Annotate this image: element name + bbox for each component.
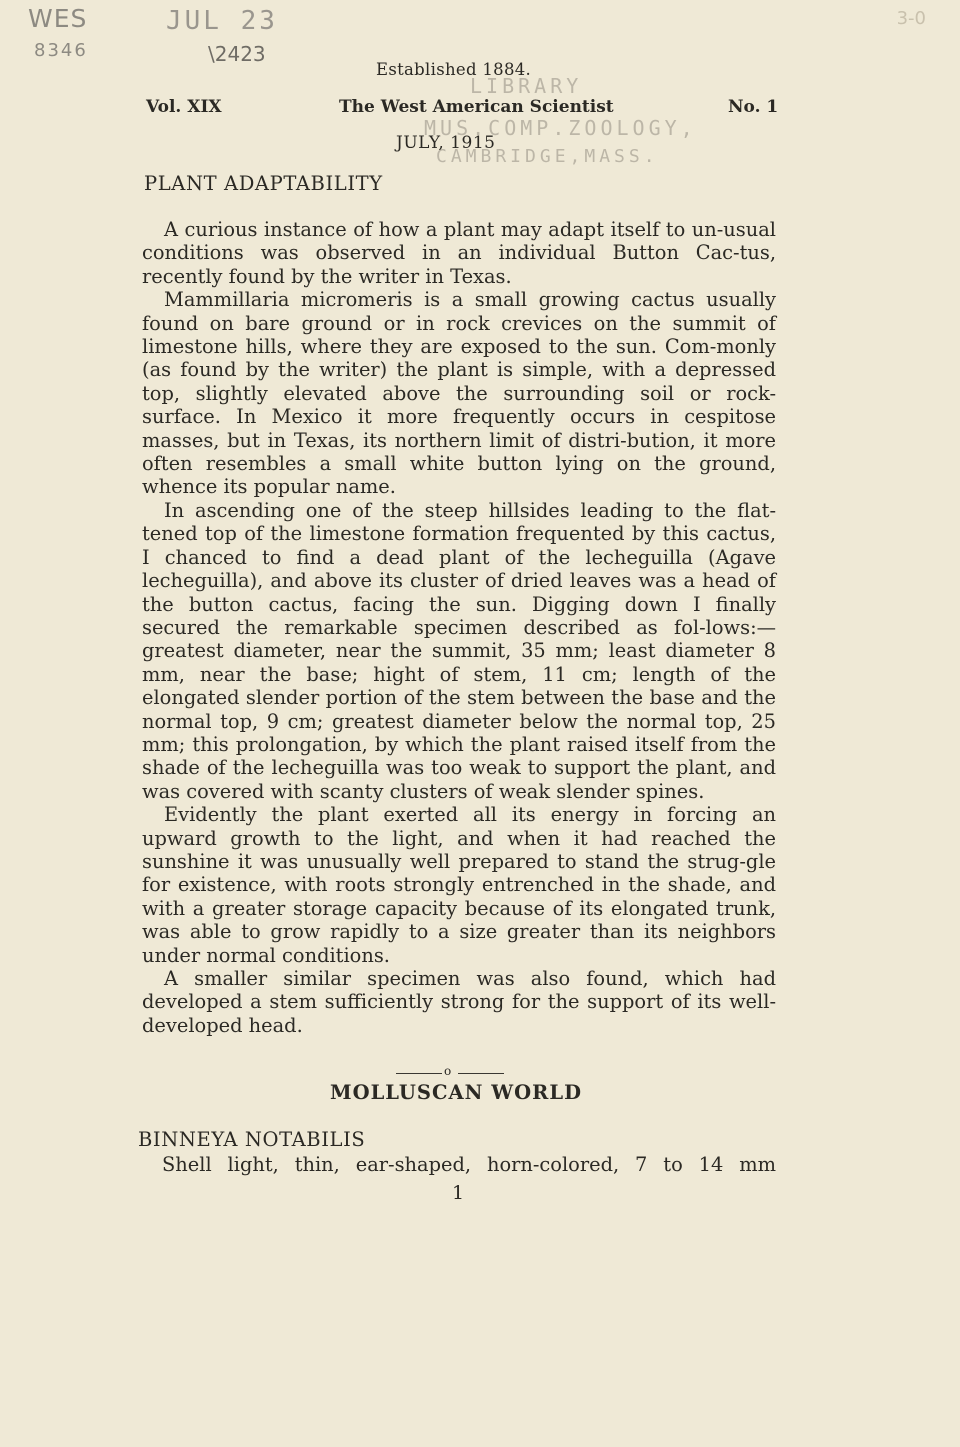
library-stamp-line-2: MUS.COMP.ZOOLOGY, bbox=[424, 116, 697, 140]
species-description: Shell light, thin, ear-shaped, horn-colored, 7 to 14 mm bbox=[162, 1153, 776, 1176]
article-paragraph: A smaller similar specimen was also found, which had developed a stem sufficiently strong for the support of its well-developed head. bbox=[142, 967, 776, 1037]
issue-number: No. 1 bbox=[728, 97, 779, 117]
journal-title: The West American Scientist bbox=[339, 97, 614, 117]
corner-mark: 3-0 bbox=[896, 8, 926, 29]
article-body bbox=[142, 218, 776, 1037]
received-date-stamp: JUL 23 bbox=[166, 6, 278, 36]
volume-number: Vol. XIX bbox=[146, 97, 222, 117]
article-paragraph: A curious instance of how a plant may adapt itself to un-usual conditions was observed in an individual Button Cac-tus, recently found by the writer in Texas. bbox=[142, 218, 776, 288]
library-stamp-line-3: CAMBRIDGE,MASS. bbox=[436, 146, 659, 167]
handwritten-catalog-number: 8346 bbox=[34, 40, 88, 61]
issue-date: JULY, 1915 bbox=[396, 133, 496, 153]
article-paragraph: In ascending one of the steep hillsides leading to the flat-tened top of the limestone formation frequented by this cactus, I chanced to find a dead plant of the lecheguilla (Agave lecheguilla), and above its cluster of dried leaves was a head of the button cactus, facing the sun. Digging down I finally secured the remarkable specimen described as fol-lows:—greatest diameter, near the summit, 35 mm; least diameter 8 mm, near the base; hight of stem, 11 cm; length of the elongated slender portion of the stem between the base and the normal top, 9 cm; greatest diameter below the normal top, 25 mm; this prolongation, by which the plant raised itself from the shade of the lecheguilla was too weak to support the plant, and was covered with scanty clusters of weak slender spines. bbox=[142, 498, 776, 803]
article-title: PLANT ADAPTABILITY bbox=[144, 172, 383, 195]
handwritten-accession-number: \2423 bbox=[208, 42, 266, 66]
page-number: 1 bbox=[452, 1182, 465, 1204]
section-title: MOLLUSCAN WORLD bbox=[330, 1081, 582, 1104]
article-paragraph: Mammillaria micromeris is a small growing cactus usually found on bare ground or in rock crevices on the summit of limestone hills, where they are exposed to the sun. Com-monly (as found by the writer) the plant is simple, with a depressed top, slightly elevated above the surrounding soil or rock-surface. In Mexico it more frequently occurs in cespitose masses, but in Texas, its northern limit of distri-bution, it more often resembles a small white button lying on the ground, whence its popular name. bbox=[142, 288, 776, 499]
divider-rule-right bbox=[458, 1073, 504, 1074]
library-stamp-line-1: LIBRARY bbox=[470, 74, 583, 98]
section-divider bbox=[396, 1066, 504, 1080]
divider-rule-left bbox=[396, 1073, 442, 1074]
handwritten-catalog-mark: WES bbox=[28, 4, 88, 33]
species-title: BINNEYA NOTABILIS bbox=[138, 1128, 366, 1151]
article-paragraph: Evidently the plant exerted all its energy in forcing an upward growth to the light, and when it had reached the sunshine it was unusually well prepared to stand the strug-gle for existence, with roots strongly entrenched in the shade, and with a greater storage capacity because of its elongated trunk, was able to grow rapidly to a size greater than its neighbors under normal conditions. bbox=[142, 803, 776, 967]
established-line: Established 1884. bbox=[376, 60, 532, 79]
divider-ornament: o bbox=[444, 1064, 452, 1078]
